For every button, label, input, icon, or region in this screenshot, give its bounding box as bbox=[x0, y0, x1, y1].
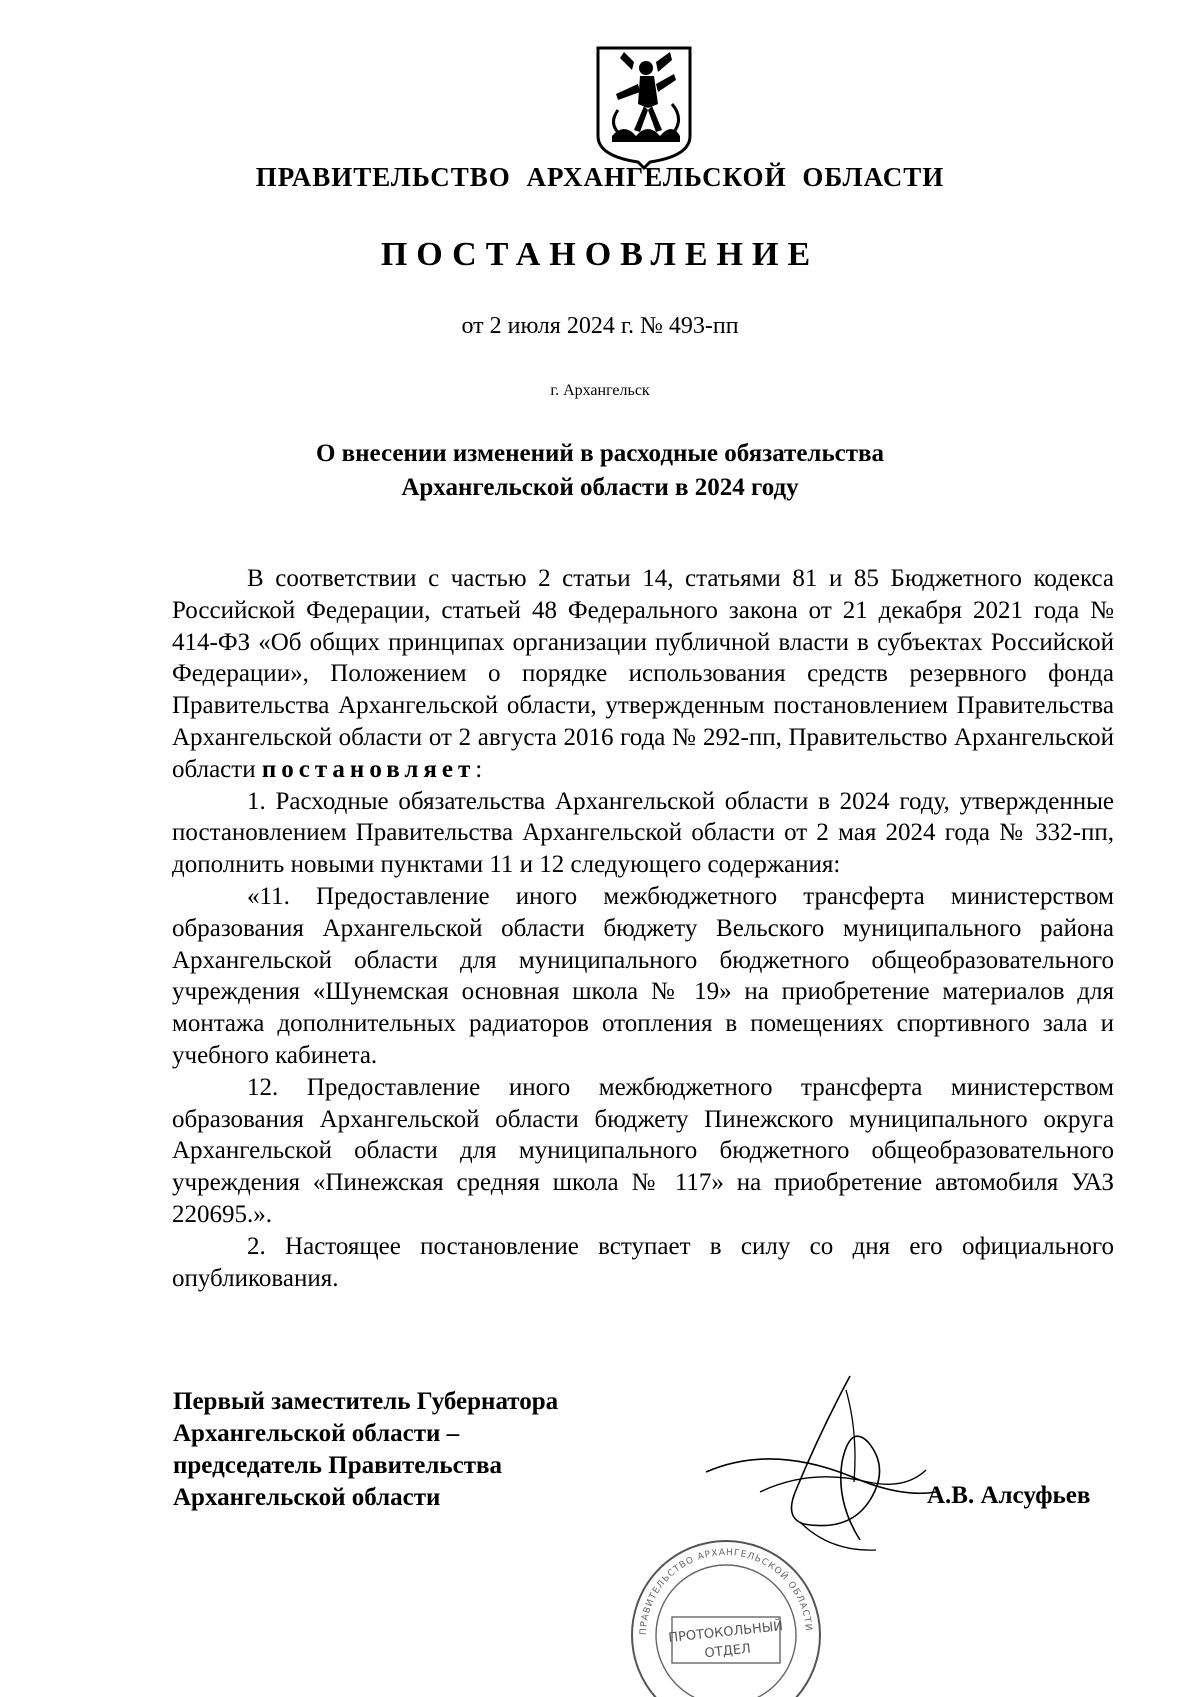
stamp-ring-text: ПРАВИТЕЛЬСТВО АРХАНГЕЛЬСКОЙ ОБЛАСТИ bbox=[638, 1547, 813, 1636]
coat-of-arms-icon bbox=[594, 44, 694, 172]
document-city: г. Архангельск bbox=[550, 382, 650, 399]
body-paragraph-item-11: «11. Предоставление иного межбюджетного трансферта министерством образования Архангельской области бюджету Вельского муниципального района Архангельской области для муниципального бюджетного общеобразовательного учреждения «Шунемская основная школа № 19» на приобретение материалов для монтажа дополнительных радиаторов отопления в помещениях спортивного зала и учебного кабинета. bbox=[172, 882, 1114, 1069]
position-line-2: Архангельской области – bbox=[173, 1420, 460, 1447]
signatory-name: А.В. Алсуфьев bbox=[927, 1482, 1091, 1509]
position-line-4: Архангельской области bbox=[173, 1484, 441, 1511]
document-type-title: ПОСТАНОВЛЕНИЕ bbox=[380, 236, 820, 273]
document-subject bbox=[0, 437, 1200, 505]
resolve-keyword: постановляет bbox=[261, 755, 476, 783]
body-paragraph-1: 1. Расходные обязательства Архангельской области в 2024 году, утвержденные постановлением Правительства Архангельской области от 2 мая 2024 года № 332-пп, дополнить новыми пунктами 11 и 12 следующего содержания: bbox=[172, 787, 1114, 879]
position-line-3: председатель Правительства bbox=[173, 1452, 503, 1479]
stamp-center-text-1: ПРОТОКОЛЬНЫЙ bbox=[667, 1619, 784, 1646]
subject-line-2: Архангельской области в 2024 году bbox=[401, 474, 799, 501]
signatory-position bbox=[173, 1386, 558, 1514]
subject-line-1: О внесении изменений в расходные обязательства bbox=[315, 440, 885, 467]
stamp-center-text-2: ОТДЕЛ bbox=[703, 1641, 752, 1662]
position-line-1: Первый заместитель Губернатора bbox=[173, 1388, 559, 1415]
document-date-number: от 2 июля 2024 г. № 493-пп bbox=[461, 313, 739, 339]
body-paragraph-item-12: 12. Предоставление иного межбюджетного трансферта министерством образования Архангельской области бюджету Пинежского муниципального округа Архангельской области для муниципального бюджетного общеобразовательного учреждения «Пинежская средняя школа № 117» на приобретение автомобиля УАЗ 220695.». bbox=[172, 1073, 1114, 1228]
body-paragraph-2: 2. Настоящее постановление вступает в силу со дня его официального опубликования. bbox=[172, 1232, 1114, 1292]
handwritten-signature bbox=[700, 1372, 940, 1562]
body-paragraph-preamble bbox=[172, 563, 1114, 786]
svg-text:ПРАВИТЕЛЬСТВО АРХАНГЕЛЬСКОЙ ОБ bbox=[639, 1548, 813, 1635]
preamble-colon: : bbox=[475, 755, 483, 783]
document-body bbox=[172, 563, 1114, 1294]
official-stamp bbox=[626, 1535, 826, 1697]
organization-title: ПРАВИТЕЛЬСТВО АРХАНГЕЛЬСКОЙ ОБЛАСТИ bbox=[255, 162, 945, 192]
preamble-text: В соответствии с частью 2 статьи 14, статьями 81 и 85 Бюджетного кодекса Российской Федерации, статьей 48 Федерального закона от 21 декабря 2021 года № 414-ФЗ «Об общих принципах организации публичной власти в субъектах Российской Федерации», Положением о порядке использования средств резервного фонда Правительства Архангельской области, утвержденным постановлением Правительства Архангельской области от 2 августа 2016 года № 292-пп, Правительство Архангельской области bbox=[172, 565, 1114, 783]
